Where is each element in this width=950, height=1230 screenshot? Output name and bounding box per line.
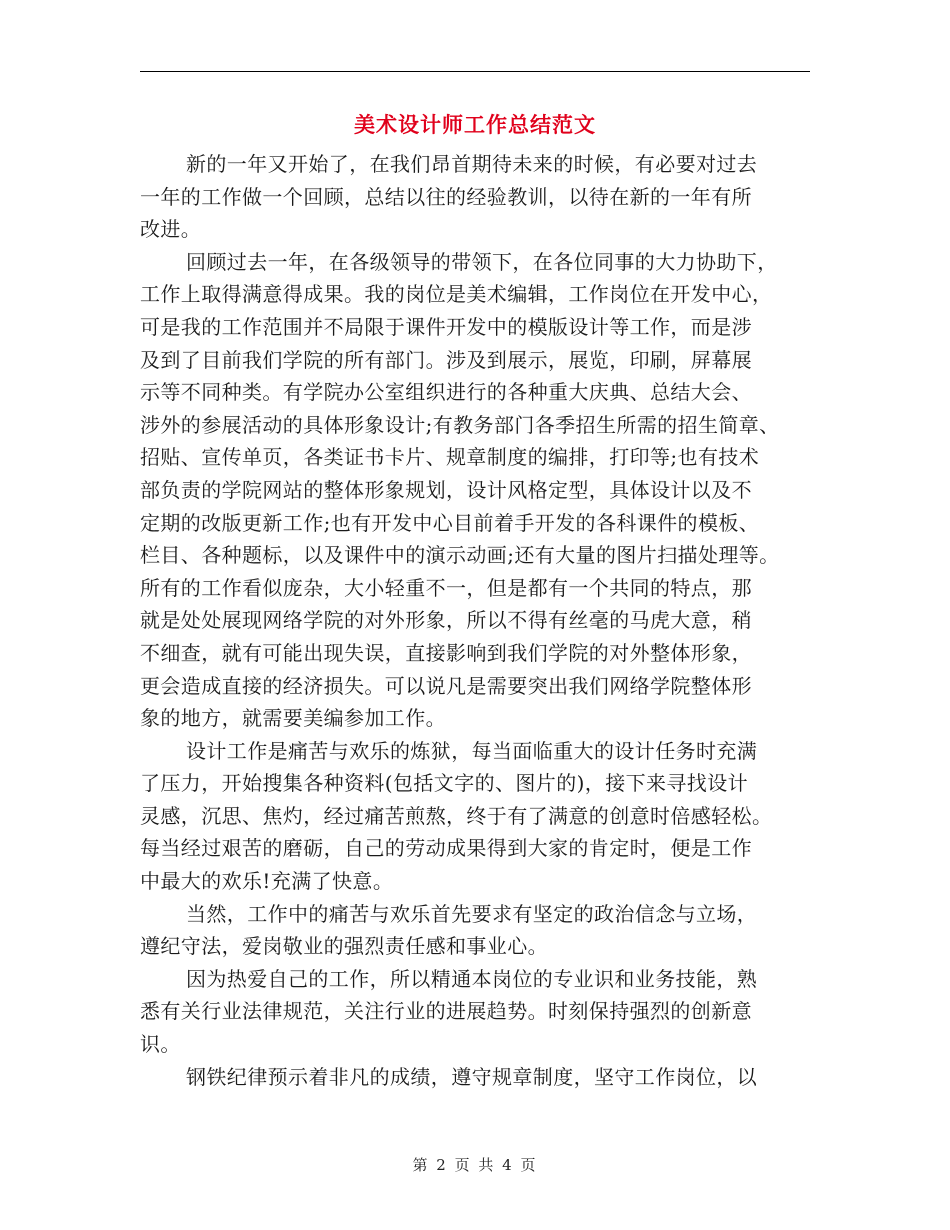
body-text-line: 因为热爱自己的工作，所以精通本岗位的专业识和业务技能，熟 <box>186 966 758 991</box>
header-rule <box>140 71 810 72</box>
body-text-line: 每当经过艰苦的磨砺，自己的劳动成果得到大家的肯定时，便是工作 <box>140 836 752 861</box>
body-text-line: 不细查，就有可能出现失误，直接影响到我们学院的对外整体形象， <box>140 640 752 665</box>
body-text-line: 新的一年又开始了，在我们昂首期待未来的时候，有必要对过去 <box>186 152 758 176</box>
body-text-line: 识。 <box>140 1032 181 1057</box>
body-text-line: 工作上取得满意得成果。我的岗位是美术编辑，工作岗位在开发中心， <box>140 282 773 307</box>
body-text-line: 一年的工作做一个回顾，总结以往的经验教训，以待在新的一年有所 <box>140 184 752 209</box>
body-text-line: 灵感，沉思、焦灼，经过痛苦煎熬，终于有了满意的创意时倍感轻松。 <box>140 803 773 828</box>
body-text-line: 招贴、宣传单页，各类证书卡片、规章制度的编排，打印等;也有技术 <box>140 445 760 470</box>
body-text-line: 及到了目前我们学院的所有部门。涉及到展示，展览，印刷，屏幕展 <box>140 347 752 372</box>
body-text-line: 部负责的学院网站的整体形象规划，设计风格定型，具体设计以及不 <box>140 477 752 502</box>
body-text-line: 象的地方，就需要美编参加工作。 <box>140 706 446 731</box>
body-text-line: 设计工作是痛苦与欢乐的炼狱，每当面临重大的设计任务时充满 <box>186 738 758 763</box>
body-text-line: 所有的工作看似庞杂，大小轻重不一，但是都有一个共同的特点，那 <box>140 575 752 600</box>
body-text-line: 遵纪守法，爱岗敬业的强烈责任感和事业心。 <box>140 934 548 959</box>
body-text-line: 可是我的工作范围并不局限于课件开发中的模版设计等工作，而是涉 <box>140 314 752 339</box>
body-text-line: 定期的改版更新工作;也有开发中心目前着手开发的各科课件的模板、 <box>140 510 760 535</box>
body-text-line: 示等不同种类。有学院办公室组织进行的各种重大庆典、总结大会、 <box>140 380 752 405</box>
body-text-line: 回顾过去一年，在各级领导的带领下，在各位同事的大力协助下， <box>186 249 778 274</box>
body-text-line: 就是处处展现网络学院的对外形象，所以不得有丝毫的马虎大意，稍 <box>140 608 752 633</box>
body-text-line: 更会造成直接的经济损失。可以说凡是需要突出我们网络学院整体形 <box>140 673 752 698</box>
body-text-line: 了压力，开始搜集各种资料(包括文字的、图片的)，接下来寻找设计 <box>140 771 749 796</box>
body-text-line: 中最大的欢乐!充满了快意。 <box>140 869 394 894</box>
body-text-line: 栏目、各种题标，以及课件中的演示动画;还有大量的图片扫描处理等。 <box>140 543 780 568</box>
body-text-line: 钢铁纪律预示着非凡的成绩，遵守规章制度，坚守工作岗位，以 <box>186 1064 758 1089</box>
body-text-line: 悉有关行业法律规范，关注行业的进展趋势。时刻保持强烈的创新意 <box>140 999 752 1024</box>
body-text-line: 涉外的参展活动的具体形象设计;有教务部门各季招生所需的招生简章、 <box>140 412 780 437</box>
document-title: 美术设计师工作总结范文 <box>354 112 596 137</box>
document-body <box>140 148 820 1093</box>
body-text-line: 当然，工作中的痛苦与欢乐首先要求有坚定的政治信念与立场， <box>186 901 758 926</box>
body-text-line: 改进。 <box>140 217 202 242</box>
page-footer: 第 2 页 共 4 页 <box>412 1156 538 1174</box>
